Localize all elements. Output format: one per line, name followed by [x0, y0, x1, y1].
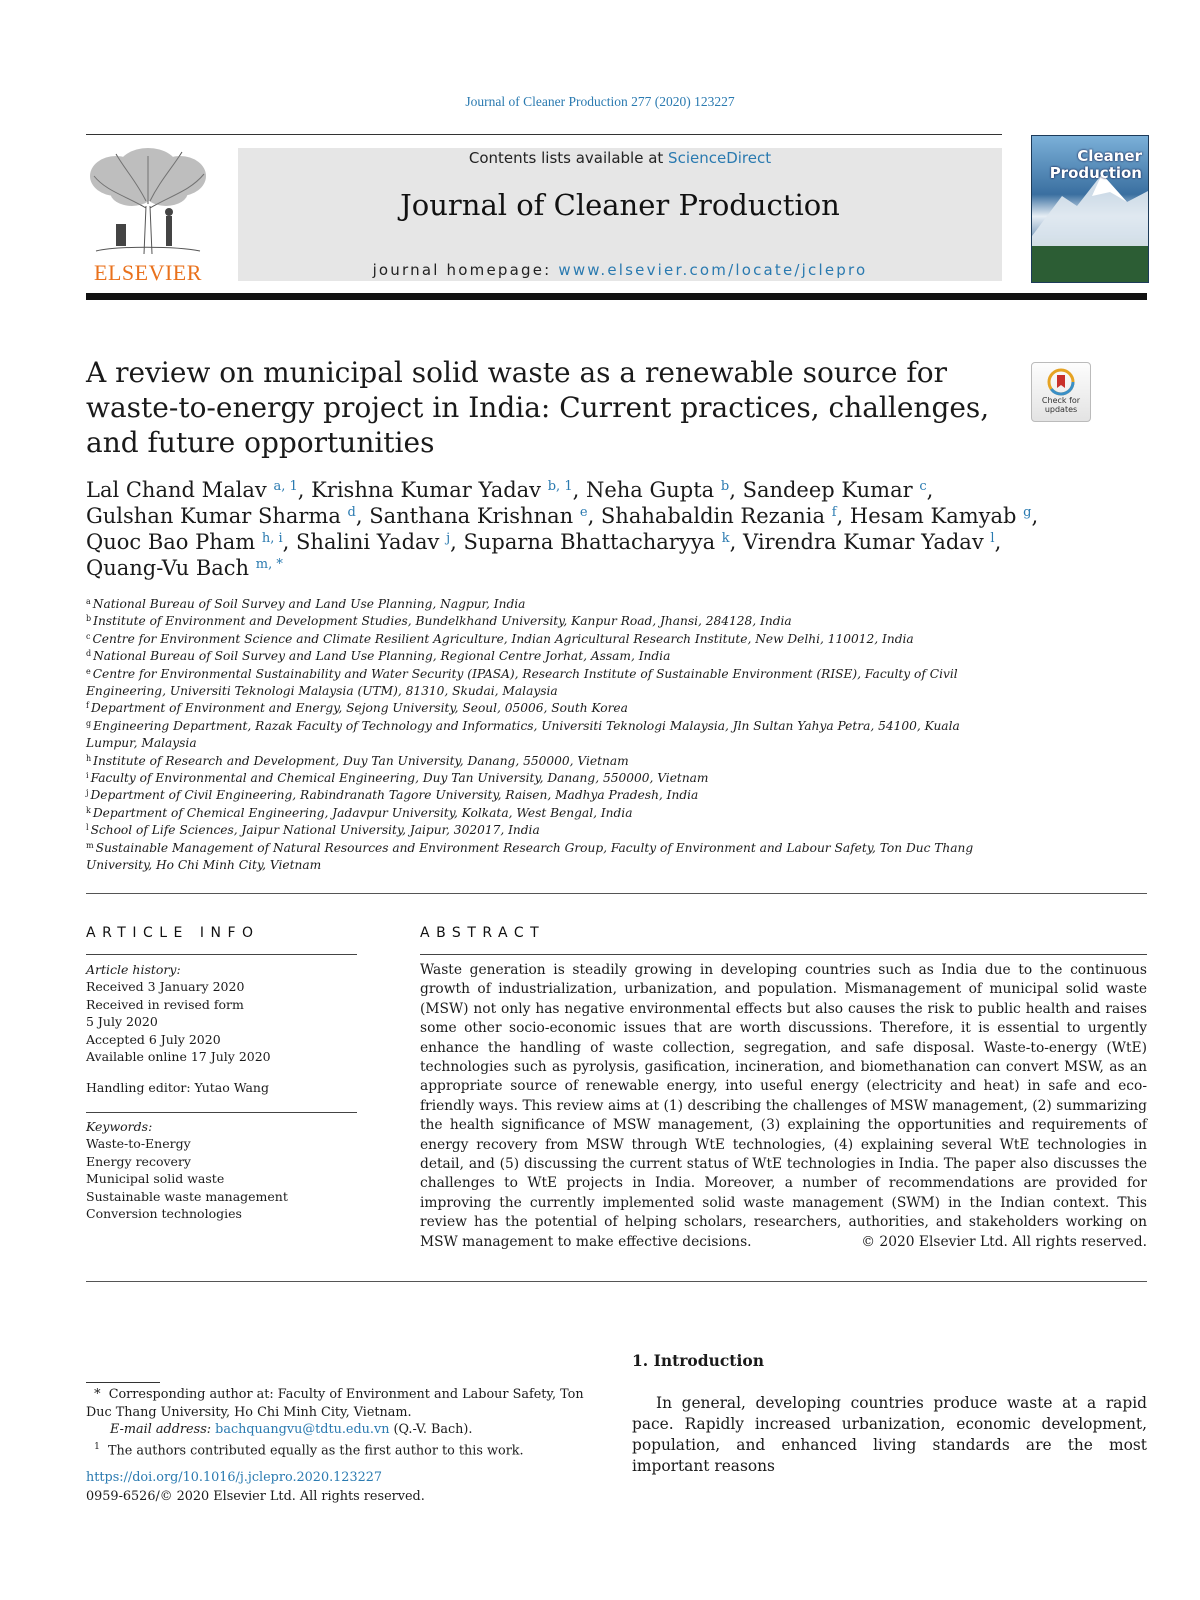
affiliation-item — [86, 753, 1006, 770]
email-note — [86, 1421, 596, 1439]
affiliation-key: d — [86, 649, 92, 659]
contents-line — [238, 148, 1002, 168]
affiliation-key: k — [86, 805, 91, 815]
history-label: Article history: — [86, 962, 181, 977]
author-affiliation-sup[interactable]: c — [919, 479, 927, 494]
corresponding-mark: * — [94, 1387, 101, 1402]
contents-prefix: Contents lists available at — [468, 149, 669, 167]
article-history — [86, 961, 357, 1097]
author-affiliation-sup[interactable]: b — [720, 479, 730, 494]
affiliation-text: Sustainable Management of Natural Resources and Environment Research Group, Faculty of Environment and Labour Safety, Ton Duc Thang University, Ho Chi Minh City, Vietnam — [86, 840, 974, 873]
affiliation-text: Department of Chemical Engineering, Jadavpur University, Kolkata, West Bengal, India — [92, 805, 633, 820]
keyword-item[interactable]: Waste-to-Energy — [86, 1136, 191, 1152]
received-date: Received 3 January 2020 — [86, 979, 245, 995]
revised-date: 5 July 2020 — [86, 1014, 158, 1030]
section-divider — [86, 1281, 1147, 1282]
author-affiliation-sup[interactable]: g — [1023, 505, 1032, 520]
homepage-prefix: journal homepage: — [372, 261, 559, 279]
affiliation-text: Department of Environment and Energy, Sejong University, Seoul, 05006, South Korea — [90, 701, 628, 716]
affiliation-key: m — [86, 840, 94, 850]
keyword-item[interactable]: Municipal solid waste — [86, 1171, 225, 1187]
author-affiliation-sup[interactable]: d — [347, 505, 356, 520]
journal-reference-link[interactable]: Journal of Cleaner Production 277 (2020) 123227 — [465, 94, 735, 109]
author-affiliation-sup[interactable]: f — [831, 505, 837, 520]
author-affiliation-sup[interactable]: l — [990, 531, 995, 546]
header-top-rule — [86, 134, 1002, 135]
keyword-item[interactable]: Sustainable waste management — [86, 1188, 288, 1204]
introduction-heading: 1. Introduction — [632, 1351, 764, 1370]
revised-label: Received in revised form — [86, 996, 244, 1012]
affiliation-text: School of Life Sciences, Jaipur National University, Jaipur, 302017, India — [90, 823, 540, 838]
email-link[interactable]: bachquangvu@tdtu.edu.vn — [215, 1422, 390, 1438]
handling-editor: Handling editor: Yutao Wang — [86, 1080, 269, 1096]
author-name[interactable]: Lal Chand Malav — [86, 478, 267, 502]
keywords-rule — [86, 1112, 357, 1113]
elsevier-tree-icon — [86, 146, 210, 256]
affiliation-key: f — [86, 701, 89, 711]
affiliation-text: Department of Civil Engineering, Rabindranath Tagore University, Raisen, Madhya Pradesh, India — [90, 788, 699, 803]
affiliation-item — [86, 840, 1006, 875]
author-name[interactable]: Quang-Vu Bach — [86, 556, 250, 580]
author-name[interactable]: Krishna Kumar Yadav — [311, 478, 542, 502]
introduction-text: In general, developing countries produce waste at a rapid pace. Rapidly increased urbanization, economic development, population, and enhanced living standards are the most important reasons — [632, 1394, 1147, 1475]
author-affiliation-sup[interactable]: e — [579, 505, 588, 520]
equal-mark: 1 — [94, 1441, 100, 1452]
journal-banner — [238, 148, 1002, 281]
check-updates-line1: Check for — [1041, 396, 1081, 405]
issn-copyright: 0959-6526/© 2020 Elsevier Ltd. All rights reserved. — [86, 1489, 425, 1504]
online-date: Available online 17 July 2020 — [86, 1049, 271, 1065]
affiliation-item — [86, 770, 1006, 787]
affiliation-text: Centre for Environmental Sustainability and Water Security (IPASA), Research Institute of Sustainable Environment (RISE), Faculty of Civil Engineering, Universiti Teknologi Malaysia (UTM), 81310, Skudai, Malaysia — [86, 666, 958, 699]
footnotes — [86, 1386, 596, 1460]
accepted-date: Accepted 6 July 2020 — [86, 1031, 221, 1047]
doi-link[interactable]: https://doi.org/10.1016/j.jclepro.2020.123227 — [86, 1470, 383, 1485]
corresponding-text: Corresponding author at: Faculty of Environment and Labour Safety, Ton Duc Thang University, Ho Chi Minh City, Vietnam. — [86, 1387, 584, 1420]
affiliation-key: a — [86, 597, 91, 606]
affiliation-list — [86, 596, 1006, 875]
affiliation-item — [86, 822, 1006, 839]
author-name[interactable]: Neha Gupta — [585, 478, 715, 502]
abstract-copyright: © 2020 Elsevier Ltd. All rights reserved. — [861, 1234, 1147, 1250]
journal-cover-image[interactable] — [1031, 135, 1149, 283]
affiliation-item — [86, 596, 1006, 613]
affiliation-item — [86, 666, 1006, 701]
affiliation-text: Institute of Research and Development, Duy Tan University, Danang, 550000, Vietnam — [93, 753, 629, 768]
header-thick-rule — [86, 293, 1147, 300]
footnote-rule — [86, 1382, 160, 1383]
elsevier-wordmark: ELSEVIER — [94, 260, 202, 285]
abstract-text: Waste generation is steadily growing in developing countries such as India due to the continuous growth of industrialization, urbanization, and population. Mismanagement of municipal solid waste (MSW) not only has negative environmental effects but also causes the risk to public health and raises some other socio-economic issues that are worth discussions. Therefore, it is essential to urgently enhance the handling of waste collection, segregation, and safe disposal. Waste-to-energy (WtE) technologies such as pyrolysis, gasification, incineration, and biomethanation can convert MSW, as an appropriate source of renewable energy, into useful energy (electricity and heat) in safe and eco-friendly ways. This review aims at (1) describing the challenges of MSW management, (2) summarizing the health significance of MSW management, (3) explaining the opportunities and requirements of energy recovery from MSW through WtE technologies, (4) explaining several WtE technologies in detail, and (5) discussing the current status of WtE technologies in India. The paper also discusses the challenges to WtE projects in India. Moreover, a number of recommendations are provided for improving the currently implemented solid waste management (SWM) in the Indian context. This review has the potential of helping scholars, researchers, authorities, and stakeholders working on MSW management to make effective decisions. — [420, 962, 1147, 1250]
keyword-item[interactable]: Conversion technologies — [86, 1206, 242, 1222]
affiliation-item — [86, 787, 1006, 804]
affiliation-key: g — [86, 718, 92, 728]
affiliation-key: j — [86, 788, 89, 798]
affiliation-item — [86, 631, 1006, 648]
section-divider — [86, 893, 1147, 894]
keywords-block — [86, 1118, 357, 1222]
author-affiliation-sup[interactable]: b, 1 — [547, 479, 573, 494]
author-name[interactable]: Shahabaldin Rezania — [600, 504, 826, 528]
author-name[interactable]: Quoc Bao Pham — [86, 530, 256, 554]
check-for-updates-button[interactable] — [1031, 362, 1091, 422]
affiliation-text: Faculty of Environmental and Chemical Engineering, Duy Tan University, Danang, 550000, Vietnam — [90, 771, 709, 786]
affiliation-text: Centre for Environment Science and Climate Resilient Agriculture, Indian Agricultural Research Institute, New Delhi, 110012, India — [92, 631, 914, 646]
affiliation-item — [86, 613, 1006, 630]
affiliation-item — [86, 648, 1006, 665]
affiliation-item — [86, 700, 1006, 717]
author-affiliation-sup[interactable]: m, * — [255, 557, 283, 572]
author-name[interactable]: Sandeep Kumar — [742, 478, 913, 502]
equal-text: The authors contributed equally as the first author to this work. — [108, 1443, 524, 1459]
author-name[interactable]: Suparna Bhattacharyya — [463, 530, 716, 554]
affiliation-text: National Bureau of Soil Survey and Land Use Planning, Regional Centre Jorhat, Assam, India — [93, 649, 671, 664]
author-affiliation-sup[interactable]: h, i — [261, 531, 283, 546]
elsevier-logo — [86, 146, 210, 286]
keyword-item[interactable]: Energy recovery — [86, 1153, 191, 1169]
affiliation-text: National Bureau of Soil Survey and Land Use Planning, Nagpur, India — [92, 597, 526, 611]
article-info-rule — [86, 954, 357, 955]
author-name[interactable]: Santhana Krishnan — [369, 504, 574, 528]
affiliation-text: Engineering Department, Razak Faculty of Technology and Informatics, Universiti Teknologi Malaysia, Jln Sultan Yahya Petra, 54100, Kuala Lumpur, Malaysia — [86, 718, 960, 751]
author-affiliation-sup[interactable]: j — [446, 531, 451, 546]
affiliation-item — [86, 718, 1006, 753]
affiliation-key: i — [86, 771, 89, 781]
author-name[interactable]: Gulshan Kumar Sharma — [86, 504, 341, 528]
affiliation-key: l — [86, 823, 89, 833]
equal-contribution-note — [86, 1439, 596, 1460]
article-title: A review on municipal solid waste as a renewable source for waste-to-energy project in India: Current practices, challenges, and future opportunities — [86, 356, 990, 459]
check-updates-label — [1032, 396, 1090, 414]
author-name[interactable]: Virendra Kumar Yadav — [743, 530, 984, 554]
homepage-line — [238, 259, 1002, 281]
affiliation-key: h — [86, 753, 92, 763]
cover-title-line2: Production — [1049, 164, 1142, 182]
keywords-label: Keywords: — [86, 1119, 153, 1134]
article-info-heading: ARTICLE INFO — [86, 925, 260, 941]
corresponding-author-note — [86, 1386, 596, 1421]
cover-title-line1: Cleaner — [1077, 147, 1142, 165]
author-name[interactable]: Hesam Kamyab — [849, 504, 1017, 528]
sciencedirect-link[interactable]: ScienceDirect — [668, 149, 772, 167]
author-list: Lal Chand Malav $^{a, 1}$, Krishna Kumar Yadav $^{b, 1}$, Neha Gupta $^b$, Sandeep Kumar $^c$, Gulshan Kumar Sharma $^d$, Santhana Krishnan $^e$, Shahabaldin Rezania $^f$, Hesam Kamyab $^g$, Quoc Bao Pham $^{h, i}$, Shalini Yadav $^j$, Suparna Bhattacharyya $^k$, Virendra Kumar Yadav $^l$, Quang-Vu Bach $^{m, *}$ — [86, 478, 1039, 580]
abstract-heading: ABSTRACT — [420, 925, 546, 941]
email-suffix: (Q.-V. Bach). — [389, 1422, 473, 1438]
affiliation-item — [86, 805, 1006, 822]
affiliation-key: e — [86, 666, 91, 676]
author-affiliation-sup[interactable]: k — [721, 531, 730, 546]
check-updates-line2: updates — [1044, 405, 1078, 414]
affiliation-key: c — [86, 631, 91, 641]
affiliation-key: b — [86, 614, 92, 624]
author-affiliation-sup[interactable]: a, 1 — [273, 479, 298, 494]
author-name[interactable]: Shalini Yadav — [296, 530, 440, 554]
check-updates-icon — [1047, 368, 1075, 396]
journal-name: Journal of Cleaner Production — [400, 188, 840, 222]
homepage-link[interactable]: www.elsevier.com/locate/jclepro — [558, 261, 868, 279]
abstract-rule — [420, 954, 1147, 955]
cover-title — [1050, 148, 1142, 182]
affiliation-text: Institute of Environment and Development Studies, Bundelkhand University, Kanpur Road, Jhansi, 284128, India — [93, 614, 792, 629]
email-label: E-mail address: — [110, 1422, 216, 1438]
